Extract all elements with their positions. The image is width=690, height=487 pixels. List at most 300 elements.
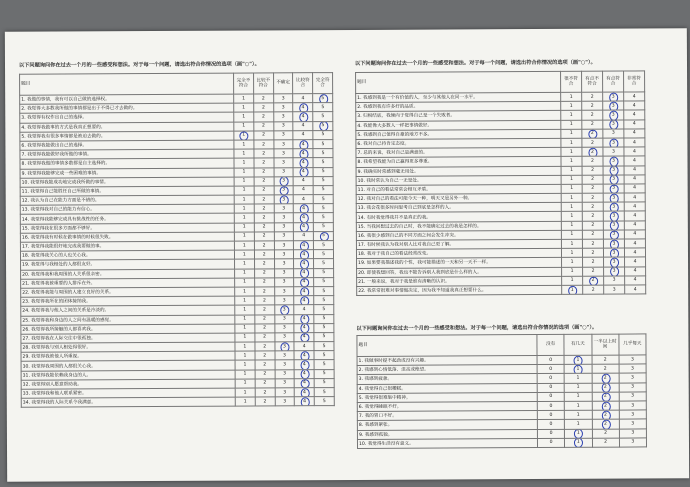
rating-option[interactable]	[314, 332, 334, 341]
rating-option[interactable]	[295, 388, 315, 397]
rating-option[interactable]	[582, 248, 603, 257]
rating-option[interactable]	[561, 138, 582, 147]
rating-option[interactable]	[235, 370, 255, 379]
rating-option[interactable]	[273, 121, 293, 130]
rating-option[interactable]	[561, 212, 582, 221]
rating-option[interactable]	[254, 250, 274, 259]
rating-option[interactable]	[565, 401, 592, 410]
rating-option[interactable]	[313, 140, 333, 149]
rating-option[interactable]	[274, 268, 294, 277]
rating-option[interactable]	[619, 401, 646, 410]
rating-option[interactable]	[582, 202, 603, 211]
rating-option[interactable]	[254, 131, 274, 140]
rating-option[interactable]	[537, 438, 564, 447]
rating-option[interactable]	[624, 248, 645, 257]
rating-option[interactable]	[619, 419, 646, 428]
rating-option[interactable]	[603, 156, 624, 165]
rating-option[interactable]	[293, 130, 313, 139]
rating-option[interactable]	[592, 429, 619, 438]
rating-option[interactable]	[234, 195, 254, 204]
rating-option[interactable]	[625, 276, 646, 285]
rating-option[interactable]	[275, 379, 295, 388]
rating-option[interactable]	[275, 397, 295, 406]
rating-option[interactable]	[255, 305, 275, 314]
rating-option[interactable]	[592, 438, 619, 447]
rating-option[interactable]	[254, 223, 274, 232]
rating-option[interactable]	[582, 138, 603, 147]
rating-option[interactable]	[255, 370, 275, 379]
rating-option[interactable]	[604, 257, 625, 266]
rating-option[interactable]	[314, 277, 334, 286]
rating-option[interactable]	[254, 112, 274, 121]
rating-option[interactable]	[294, 277, 314, 286]
rating-option[interactable]	[561, 184, 582, 193]
rating-option[interactable]	[604, 276, 625, 285]
rating-option[interactable]	[275, 388, 295, 397]
rating-option[interactable]	[294, 241, 314, 250]
rating-option[interactable]	[235, 287, 255, 296]
rating-option[interactable]	[234, 241, 254, 250]
rating-option[interactable]	[235, 296, 255, 305]
rating-option[interactable]	[624, 165, 645, 174]
rating-option[interactable]	[274, 323, 294, 332]
rating-option[interactable]	[619, 438, 646, 447]
rating-option[interactable]	[273, 140, 293, 149]
rating-option[interactable]	[624, 211, 645, 220]
rating-option[interactable]	[234, 186, 254, 195]
rating-option[interactable]	[294, 213, 314, 222]
rating-option[interactable]	[293, 112, 313, 121]
rating-option[interactable]	[234, 158, 254, 167]
rating-option[interactable]	[313, 195, 333, 204]
rating-option[interactable]	[619, 428, 646, 437]
rating-option[interactable]	[565, 429, 592, 438]
rating-option[interactable]	[234, 223, 254, 232]
rating-option[interactable]	[314, 378, 334, 387]
rating-option[interactable]	[294, 231, 314, 240]
rating-option[interactable]	[254, 103, 274, 112]
rating-option[interactable]	[624, 193, 645, 202]
rating-option[interactable]	[294, 369, 314, 378]
rating-option[interactable]	[294, 195, 314, 204]
rating-option[interactable]	[619, 373, 646, 382]
rating-option[interactable]	[274, 158, 294, 167]
rating-option[interactable]	[314, 314, 334, 323]
rating-option[interactable]	[537, 374, 564, 383]
rating-option[interactable]	[234, 204, 254, 213]
rating-option[interactable]	[603, 147, 624, 156]
rating-option[interactable]	[624, 110, 645, 119]
rating-option[interactable]	[235, 269, 255, 278]
rating-option[interactable]	[625, 257, 646, 266]
rating-option[interactable]	[254, 287, 274, 296]
rating-option[interactable]	[582, 147, 603, 156]
rating-option[interactable]	[234, 122, 254, 131]
rating-option[interactable]	[273, 131, 293, 140]
rating-option[interactable]	[254, 140, 274, 149]
rating-option[interactable]	[255, 296, 275, 305]
rating-option[interactable]	[592, 392, 619, 401]
rating-option[interactable]	[561, 147, 582, 156]
rating-option[interactable]	[592, 373, 619, 382]
rating-option[interactable]	[293, 167, 313, 176]
rating-option[interactable]	[313, 94, 333, 103]
rating-option[interactable]	[273, 94, 293, 103]
rating-option[interactable]	[293, 158, 313, 167]
rating-option[interactable]	[592, 355, 619, 364]
rating-option[interactable]	[275, 369, 295, 378]
rating-option[interactable]	[294, 333, 314, 342]
rating-option[interactable]	[235, 278, 255, 287]
item-text: 14. 有时我觉得我并不是真正的我。	[356, 212, 561, 222]
rating-option[interactable]	[295, 378, 315, 387]
rating-option[interactable]	[274, 259, 294, 268]
rating-option[interactable]	[583, 267, 604, 276]
rating-option[interactable]	[582, 230, 603, 239]
rating-option[interactable]	[234, 213, 254, 222]
rating-option[interactable]	[561, 230, 582, 239]
rating-option[interactable]	[582, 239, 603, 248]
rating-option[interactable]	[313, 158, 333, 167]
rating-option[interactable]	[625, 285, 646, 294]
rating-option[interactable]	[537, 383, 564, 392]
rating-option[interactable]	[274, 278, 294, 287]
rating-option[interactable]	[583, 258, 604, 267]
rating-option[interactable]	[314, 323, 334, 332]
rating-option[interactable]	[313, 103, 333, 112]
rating-option[interactable]	[234, 140, 254, 149]
rating-option[interactable]	[314, 222, 334, 231]
rating-option[interactable]	[314, 241, 334, 250]
rating-option[interactable]	[537, 365, 564, 374]
rating-option[interactable]	[234, 131, 254, 140]
rating-option[interactable]	[604, 285, 625, 294]
rating-option[interactable]	[294, 296, 314, 305]
rating-option[interactable]	[293, 103, 313, 112]
rating-option[interactable]	[582, 129, 603, 138]
rating-option[interactable]	[624, 147, 645, 156]
rating-option[interactable]	[294, 250, 314, 259]
rating-option[interactable]	[274, 333, 294, 342]
rating-option[interactable]	[294, 360, 314, 369]
rating-option[interactable]	[255, 314, 275, 323]
rating-option[interactable]	[565, 420, 592, 429]
rating-option[interactable]	[624, 138, 645, 147]
rating-option[interactable]	[624, 92, 645, 101]
rating-option[interactable]	[624, 221, 645, 230]
rating-option[interactable]	[234, 112, 254, 121]
rating-option[interactable]	[537, 355, 564, 364]
rating-option[interactable]	[274, 204, 294, 213]
rating-option[interactable]	[274, 241, 294, 250]
rating-option[interactable]	[293, 140, 313, 149]
rating-option[interactable]	[313, 213, 333, 222]
rating-option[interactable]	[235, 397, 255, 406]
rating-option[interactable]	[314, 231, 334, 240]
rating-option[interactable]	[582, 166, 603, 175]
rating-option[interactable]	[565, 410, 592, 419]
rating-option[interactable]	[254, 268, 274, 277]
rating-option[interactable]	[564, 364, 591, 373]
rating-option[interactable]	[561, 101, 582, 110]
rating-option[interactable]	[582, 101, 603, 110]
rating-option[interactable]	[294, 287, 314, 296]
rating-option[interactable]	[294, 186, 314, 195]
rating-option[interactable]	[274, 305, 294, 314]
rating-option[interactable]	[294, 351, 314, 360]
rating-option[interactable]	[582, 111, 603, 120]
rating-option[interactable]	[255, 360, 275, 369]
rating-option[interactable]	[313, 121, 333, 130]
rating-option[interactable]	[254, 195, 274, 204]
rating-option[interactable]	[274, 314, 294, 323]
rating-option[interactable]	[603, 211, 624, 220]
rating-option[interactable]	[314, 259, 334, 268]
rating-option[interactable]	[619, 392, 646, 401]
rating-option[interactable]	[314, 296, 334, 305]
rating-option[interactable]	[294, 222, 314, 231]
rating-option[interactable]	[313, 167, 333, 176]
rating-option[interactable]	[254, 121, 274, 130]
rating-option[interactable]	[603, 221, 624, 230]
rating-option[interactable]	[562, 285, 583, 294]
rating-option[interactable]	[603, 120, 624, 129]
rating-option[interactable]	[313, 176, 333, 185]
rating-option[interactable]	[561, 157, 582, 166]
rating-option[interactable]	[295, 397, 315, 406]
rating-option[interactable]	[275, 360, 295, 369]
rating-option[interactable]	[274, 287, 294, 296]
rating-option[interactable]	[235, 360, 255, 369]
rating-option[interactable]	[274, 250, 294, 259]
rating-option[interactable]	[294, 204, 314, 213]
rating-option[interactable]	[234, 103, 254, 112]
rating-option[interactable]	[603, 248, 624, 257]
rating-option[interactable]	[255, 388, 275, 397]
rating-option[interactable]	[561, 120, 582, 129]
rating-option[interactable]	[562, 258, 583, 267]
rating-option[interactable]	[255, 379, 275, 388]
rating-option[interactable]	[235, 259, 255, 268]
rating-option[interactable]	[294, 342, 314, 351]
rating-option[interactable]	[293, 94, 313, 103]
rating-option[interactable]	[604, 267, 625, 276]
rating-option[interactable]	[294, 259, 314, 268]
rating-option[interactable]	[564, 355, 591, 364]
rating-option[interactable]	[234, 177, 254, 186]
rating-option[interactable]	[255, 333, 275, 342]
rating-option[interactable]	[564, 374, 591, 383]
rating-option[interactable]	[313, 204, 333, 213]
rating-option[interactable]	[235, 333, 255, 342]
rating-option[interactable]	[255, 342, 275, 351]
rating-option[interactable]	[313, 149, 333, 158]
rating-option[interactable]	[254, 149, 274, 158]
rating-option[interactable]	[537, 420, 564, 429]
rating-option[interactable]	[273, 103, 293, 112]
rating-option[interactable]	[561, 239, 582, 248]
rating-option[interactable]	[274, 232, 294, 241]
rating-option[interactable]	[294, 268, 314, 277]
rating-option[interactable]	[235, 305, 255, 314]
rating-option[interactable]	[255, 397, 275, 406]
rating-option[interactable]	[561, 203, 582, 212]
rating-option[interactable]	[582, 221, 603, 230]
rating-option[interactable]	[294, 305, 314, 314]
rating-option[interactable]	[561, 248, 582, 257]
rating-option[interactable]	[273, 112, 293, 121]
rating-option[interactable]	[313, 130, 333, 139]
rating-option[interactable]	[592, 383, 619, 392]
rating-option[interactable]	[314, 250, 334, 259]
rating-option[interactable]	[592, 401, 619, 410]
rating-option[interactable]	[582, 120, 603, 129]
rating-option[interactable]	[624, 239, 645, 248]
rating-option[interactable]	[582, 175, 603, 184]
rating-option[interactable]	[235, 351, 255, 360]
rating-option[interactable]	[603, 175, 624, 184]
rating-option[interactable]	[274, 296, 294, 305]
rating-option[interactable]	[564, 383, 591, 392]
rating-option[interactable]	[619, 355, 646, 364]
rating-option[interactable]	[274, 222, 294, 231]
rating-option[interactable]	[293, 121, 313, 130]
rating-option[interactable]	[234, 250, 254, 259]
rating-option[interactable]	[275, 351, 295, 360]
rating-option[interactable]	[564, 392, 591, 401]
rating-option[interactable]	[253, 94, 273, 103]
rating-option[interactable]	[274, 213, 294, 222]
rating-option[interactable]	[561, 221, 582, 230]
rating-option[interactable]	[582, 92, 603, 101]
rating-option[interactable]	[603, 184, 624, 193]
rating-option[interactable]	[619, 364, 646, 373]
rating-option[interactable]	[255, 324, 275, 333]
rating-option[interactable]	[561, 175, 582, 184]
rating-option[interactable]	[314, 397, 334, 406]
rating-option[interactable]	[624, 230, 645, 239]
rating-option[interactable]	[561, 129, 582, 138]
rating-option[interactable]	[314, 388, 334, 397]
rating-option[interactable]	[254, 232, 274, 241]
rating-option[interactable]	[565, 438, 592, 447]
rating-option[interactable]	[603, 166, 624, 175]
rating-option[interactable]	[274, 176, 294, 185]
rating-option[interactable]	[254, 186, 274, 195]
rating-option[interactable]	[275, 342, 295, 351]
rating-option[interactable]	[254, 213, 274, 222]
rating-option[interactable]	[537, 392, 564, 401]
rating-option[interactable]	[234, 167, 254, 176]
rating-option[interactable]	[561, 193, 582, 202]
rating-option[interactable]	[592, 410, 619, 419]
rating-option[interactable]	[562, 276, 583, 285]
rating-option[interactable]	[603, 92, 624, 101]
rating-option[interactable]	[254, 241, 274, 250]
rating-option[interactable]	[293, 176, 313, 185]
rating-option[interactable]	[254, 278, 274, 287]
rating-option[interactable]	[254, 158, 274, 167]
rating-option[interactable]	[603, 101, 624, 110]
rating-option[interactable]	[314, 351, 334, 360]
rating-option[interactable]	[592, 364, 619, 373]
rating-option[interactable]	[235, 379, 255, 388]
rating-option[interactable]	[314, 360, 334, 369]
rating-option[interactable]	[619, 410, 646, 419]
rating-option[interactable]	[294, 323, 314, 332]
rating-option[interactable]	[255, 351, 275, 360]
rating-option[interactable]	[619, 382, 646, 391]
rating-option[interactable]	[603, 138, 624, 147]
rating-option[interactable]	[234, 94, 254, 103]
rating-option[interactable]	[254, 259, 274, 268]
rating-option[interactable]	[603, 239, 624, 248]
rating-option[interactable]	[537, 429, 564, 438]
rating-option[interactable]	[274, 195, 294, 204]
rating-option[interactable]	[603, 193, 624, 202]
rating-option[interactable]	[274, 186, 294, 195]
rating-option[interactable]	[624, 175, 645, 184]
rating-option[interactable]	[624, 120, 645, 129]
rating-option[interactable]	[314, 287, 334, 296]
rating-option[interactable]	[294, 314, 314, 323]
rating-option[interactable]	[624, 202, 645, 211]
rating-option[interactable]	[603, 230, 624, 239]
rating-option[interactable]	[592, 419, 619, 428]
rating-option[interactable]	[603, 129, 624, 138]
rating-option[interactable]	[624, 184, 645, 193]
rating-option[interactable]	[313, 112, 333, 121]
rating-option[interactable]	[537, 410, 564, 419]
rating-option[interactable]	[293, 149, 313, 158]
rating-option[interactable]	[314, 305, 334, 314]
rating-option[interactable]	[582, 156, 603, 165]
rating-option[interactable]	[583, 285, 604, 294]
rating-option[interactable]	[234, 149, 254, 158]
rating-option[interactable]	[254, 177, 274, 186]
rating-option[interactable]	[582, 212, 603, 221]
rating-option[interactable]	[624, 101, 645, 110]
rating-option[interactable]	[561, 166, 582, 175]
rating-option[interactable]	[314, 342, 334, 351]
rating-option[interactable]	[234, 232, 254, 241]
rating-option[interactable]	[235, 342, 255, 351]
rating-value: 2	[262, 252, 266, 258]
rating-option[interactable]	[314, 369, 334, 378]
rating-option[interactable]	[624, 156, 645, 165]
rating-option[interactable]	[254, 204, 274, 213]
rating-option[interactable]	[582, 184, 603, 193]
rating-option[interactable]	[235, 324, 255, 333]
rating-option[interactable]	[274, 149, 294, 158]
rating-option[interactable]	[582, 193, 603, 202]
rating-option[interactable]	[254, 167, 274, 176]
rating-option[interactable]	[624, 129, 645, 138]
rating-option[interactable]	[562, 267, 583, 276]
rating-option[interactable]	[561, 111, 582, 120]
rating-option[interactable]	[537, 401, 564, 410]
rating-option[interactable]	[235, 314, 255, 323]
rating-option[interactable]	[603, 202, 624, 211]
rating-option[interactable]	[561, 92, 582, 101]
rating-option[interactable]	[625, 266, 646, 275]
rating-option[interactable]	[314, 268, 334, 277]
rating-option[interactable]	[603, 110, 624, 119]
rating-option[interactable]	[583, 276, 604, 285]
rating-option[interactable]	[274, 167, 294, 176]
rating-option[interactable]	[235, 388, 255, 397]
rating-option[interactable]	[313, 185, 333, 194]
